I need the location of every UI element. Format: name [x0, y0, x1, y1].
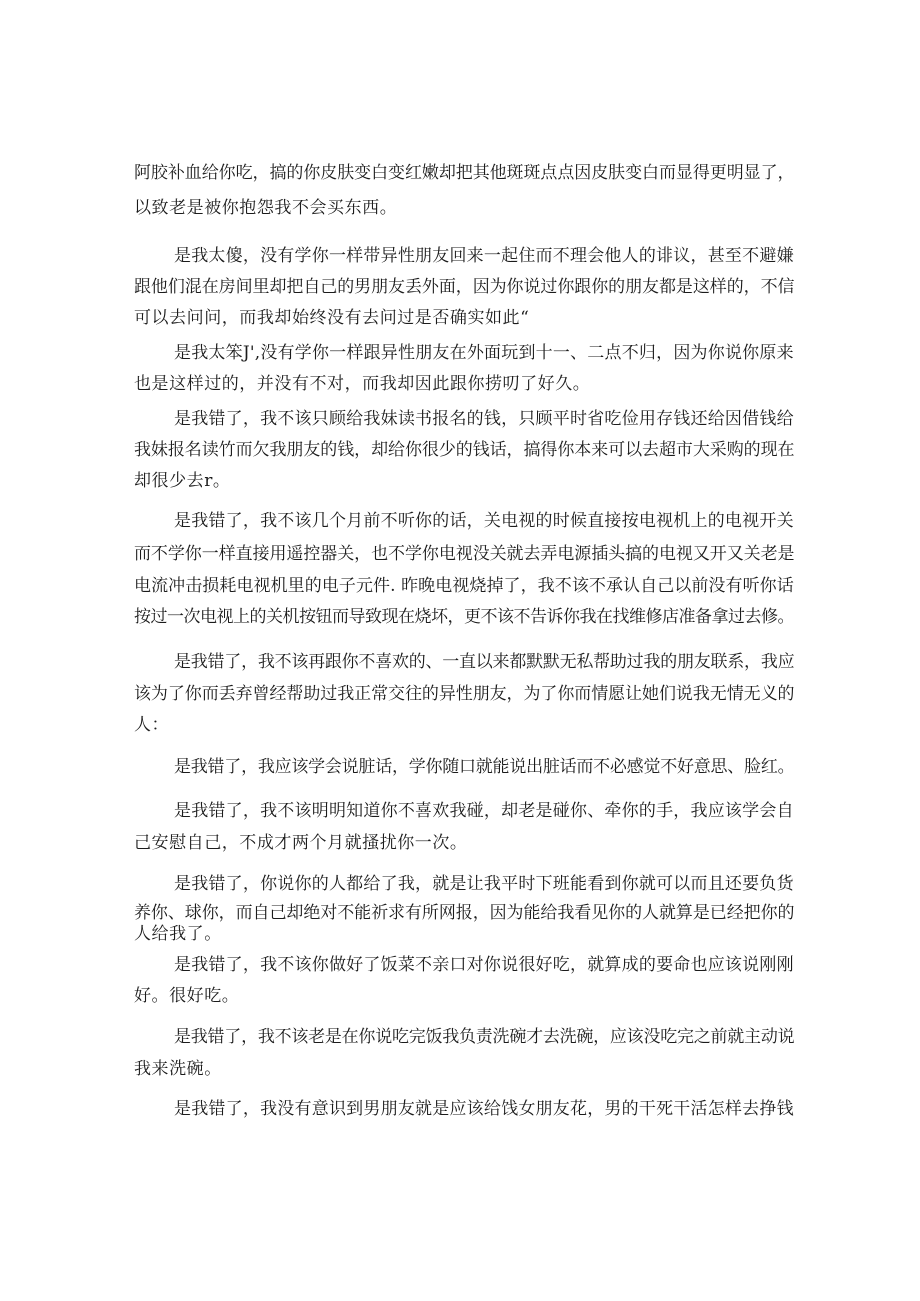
text-line: 是我太笨J',没有学你一样跟异性朋友在外面玩到十一、二点不归，因为你说你原来 — [174, 343, 794, 363]
text-line: 跟他们混在房间里却把自己的男朋友丢外面，因为你说过你跟你的朋友都是这样的，不信 — [134, 277, 795, 297]
text-line: 是我错了，我不该你做好了饭菜不亲口对你说很好吃，就算成的要命也应该说刚刚 — [174, 955, 794, 975]
text-line: 是我错了，我不该只顾给我妹读书报名的钱，只顾平时省吃俭用存钱还给因借钱给 — [174, 409, 794, 429]
text-line: 我妹报名读竹而欠我朋友的钱，却给你很少的钱话，搞得你本来可以去超市大采购的现在 — [134, 440, 795, 460]
text-line: 人： — [134, 715, 170, 735]
text-line: 是我错了，我应该学会说脏话，学你随口就能说出脏话而不必感觉不好意思、脸红。 — [174, 757, 795, 777]
text-line: 按过一次电视上的关机按钮而导致现在烧坏，更不该不告诉你我在找维修店准备拿过去修。 — [134, 607, 794, 627]
text-line: 该为了你而丢弃曾经帮助过我正常交往的异性朋友，为了你而情愿让她们说我无情无义的 — [134, 684, 795, 704]
text-line: 是我错了，我没有意识到男朋友就是应该给饯女朋友花，男的干死干活怎样去挣钱 — [174, 1099, 794, 1119]
text-line: 是我错了，我不该老是在你说吃完饭我负责洗碗才去洗碗，应该没吃完之前就主动说 — [174, 1027, 795, 1047]
text-line: 而不学你一样直接用遥控器关，也不学你电视没关就去弄电源插头搞的电视又开又关老是 — [134, 544, 795, 564]
text-line: 我来洗碗。 — [134, 1059, 222, 1079]
text-line: 养你、球你，而自己却绝对不能祈求有所网报，因为能给我看见你的人就算是已经把你的 — [134, 903, 795, 923]
text-line: 电流冲击损耗电视机里的电子元件. 昨晚电视烧掉了，我不该不承认自己以前没有听你话 — [134, 576, 794, 596]
text-line: 却很少去r。 — [134, 471, 231, 491]
text-line: 好。很好吃。 — [134, 986, 240, 1006]
text-line: 是我错了，我不该再跟你不喜欢的、一直以来都默默无私帮助过我的朋友联系，我应 — [174, 652, 795, 672]
text-line: 可以去问问，而我却始终没有去问过是否确实如此“ — [134, 308, 530, 328]
text-line: 是我错了，我不该明明知道你不喜欢我碰，却老是碰你、牵你的手，我应该学会自 — [174, 801, 794, 821]
text-line: 是我太傻，没有学你一样带异性朋友回来一起住而不理会他人的诽议，甚至不避嫌 — [174, 246, 794, 266]
text-line: 也是这样过的，并没有不对，而我却因此跟你捞叨了好久。 — [134, 374, 591, 394]
text-line: 己安慰自己，不成才两个月就搔扰你一次。 — [134, 833, 468, 853]
text-line: 是我错了，我不该几个月前不听你的话，关电视的时候直接按电视机上的电视开关 — [174, 511, 794, 531]
text-line: 阿胶补血给你吃，搞的你皮肤变白变红嫩却把其他斑斑点点因皮肤变白而显得更明显了， — [134, 163, 795, 183]
text-line: 以致老是被你抱怨我不会买东西。 — [134, 198, 398, 218]
text-line: 是我错了，你说你的人都给了我，就是让我平时下班能看到你就可以而且还要负货 — [174, 874, 794, 894]
text-line: 人给我了。 — [134, 924, 222, 944]
